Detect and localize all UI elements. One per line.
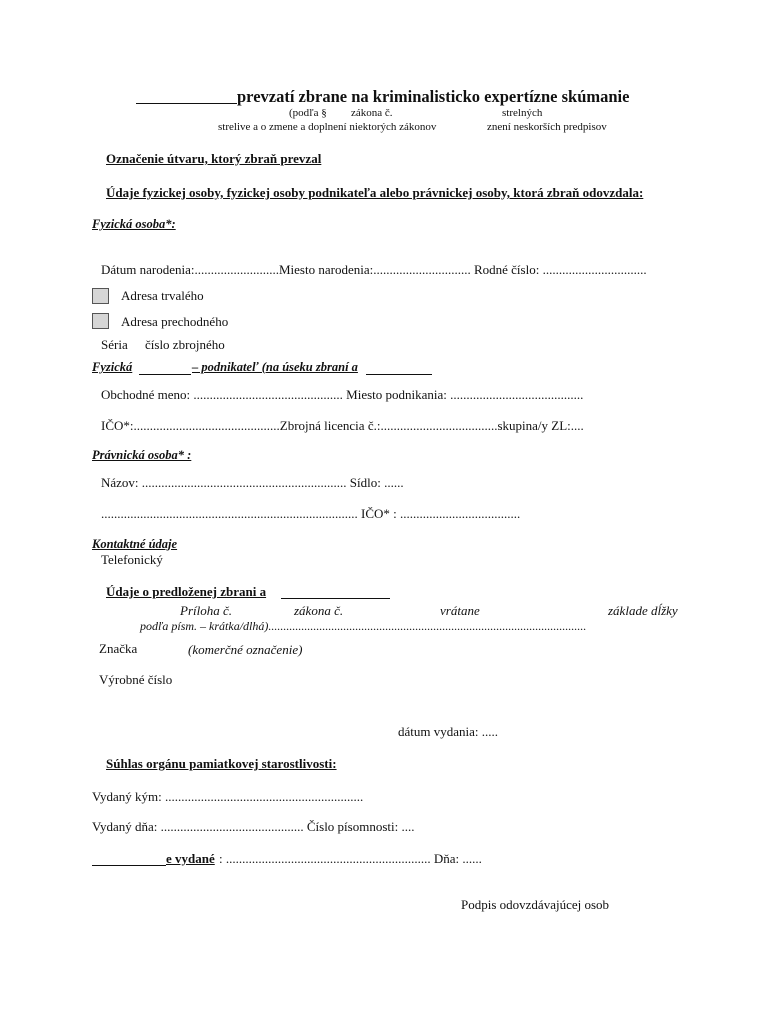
series-label: Séria — [101, 337, 128, 352]
brand-label: Značka — [99, 641, 138, 656]
subtitle-as-amended: znení neskorších predpisov — [487, 121, 607, 133]
person-heading: Údaje fyzickej osoby, fyzickej osoby podnikateľa alebo právnickej osoby, ktorá zbraň odovzdala: — [106, 185, 644, 200]
document-title: prevzatí zbrane na kriminalisticko expertízne skúmanie — [237, 87, 630, 106]
issued-by-field[interactable]: Vydaný kým: ............................................................. — [92, 789, 364, 804]
subtitle-law-ref: (podľa § — [289, 107, 327, 119]
serial-number-label: Výrobné číslo — [99, 672, 173, 687]
legal-ico-field[interactable]: ............................................................................... IČO* : ..................................... — [101, 506, 521, 521]
subtitle-amendments: strelive a o zmene a doplnení niektorých zákonov — [218, 121, 437, 133]
natural-person-label: Fyzická osoba*: — [92, 217, 176, 231]
returned-label: vrátane — [440, 603, 480, 618]
length-basis-label: základe dĺžky — [608, 603, 678, 618]
legal-person-label: Právnická osoba* : — [92, 448, 192, 462]
law-label: zákona č. — [294, 603, 344, 618]
phone-label: Telefonický — [101, 552, 163, 567]
entrepreneur-label-blank-a — [139, 374, 191, 375]
permanent-address-label: Adresa trvalého — [121, 288, 204, 303]
unit-heading: Označenie útvaru, ktorý zbraň prevzal — [106, 151, 322, 166]
entrepreneur-label-b: – podnikateľ (na úseku zbraní a — [192, 360, 358, 374]
gun-license-number-label: číslo zbrojného — [145, 337, 225, 352]
temporary-address-label: Adresa prechodného — [121, 314, 229, 329]
subtitle-law-no: zákona č. — [351, 107, 393, 119]
title-underline-blank — [136, 103, 237, 104]
entrepreneur-label-a: Fyzická — [92, 360, 133, 374]
subtitle-firearms: strelných — [502, 107, 543, 119]
issued-label-blank — [92, 865, 166, 866]
issued-reference-field[interactable]: : ............................................................... Dňa: ...... — [219, 851, 482, 866]
business-name-field[interactable]: Obchodné meno: .............................................. Miesto podnikania: ......................................... — [101, 387, 584, 402]
issued-label: e vydané — [166, 851, 215, 866]
contact-label: Kontaktné údaje — [92, 537, 178, 551]
brand-note: (komerčné označenie) — [188, 642, 303, 657]
legal-name-field[interactable]: Názov: ............................................................... Sídlo: ...... — [101, 475, 404, 490]
issue-date-field[interactable]: dátum vydania: ..... — [398, 724, 499, 739]
category-letter-field[interactable]: podľa písm. – krátka/dlhá).......................................................................................................... — [140, 619, 587, 633]
signature-label: Podpis odovzdávajúcej osob — [461, 897, 610, 912]
consent-heading: Súhlas orgánu pamiatkovej starostlivosti: — [106, 756, 337, 771]
entrepreneur-label-blank-b — [366, 374, 432, 375]
issued-on-field[interactable]: Vydaný dňa: ............................................ Číslo písomnosti: .... — [92, 819, 415, 834]
permanent-address-checkbox[interactable] — [92, 288, 109, 304]
weapon-heading: Údaje o predloženej zbrani a — [106, 584, 267, 599]
birth-date-place-field[interactable]: Dátum narodenia:..........................Miesto narodenia:.............................. Rodné číslo: ................................ — [101, 262, 647, 277]
annex-label: Príloha č. — [180, 603, 232, 618]
temporary-address-checkbox[interactable] — [92, 313, 109, 329]
weapon-heading-blank — [281, 598, 390, 599]
entrepreneur-ico-field[interactable]: IČO*:.............................................Zbrojná licencia č.:....................................skupina/y ZL:.... — [101, 418, 584, 433]
